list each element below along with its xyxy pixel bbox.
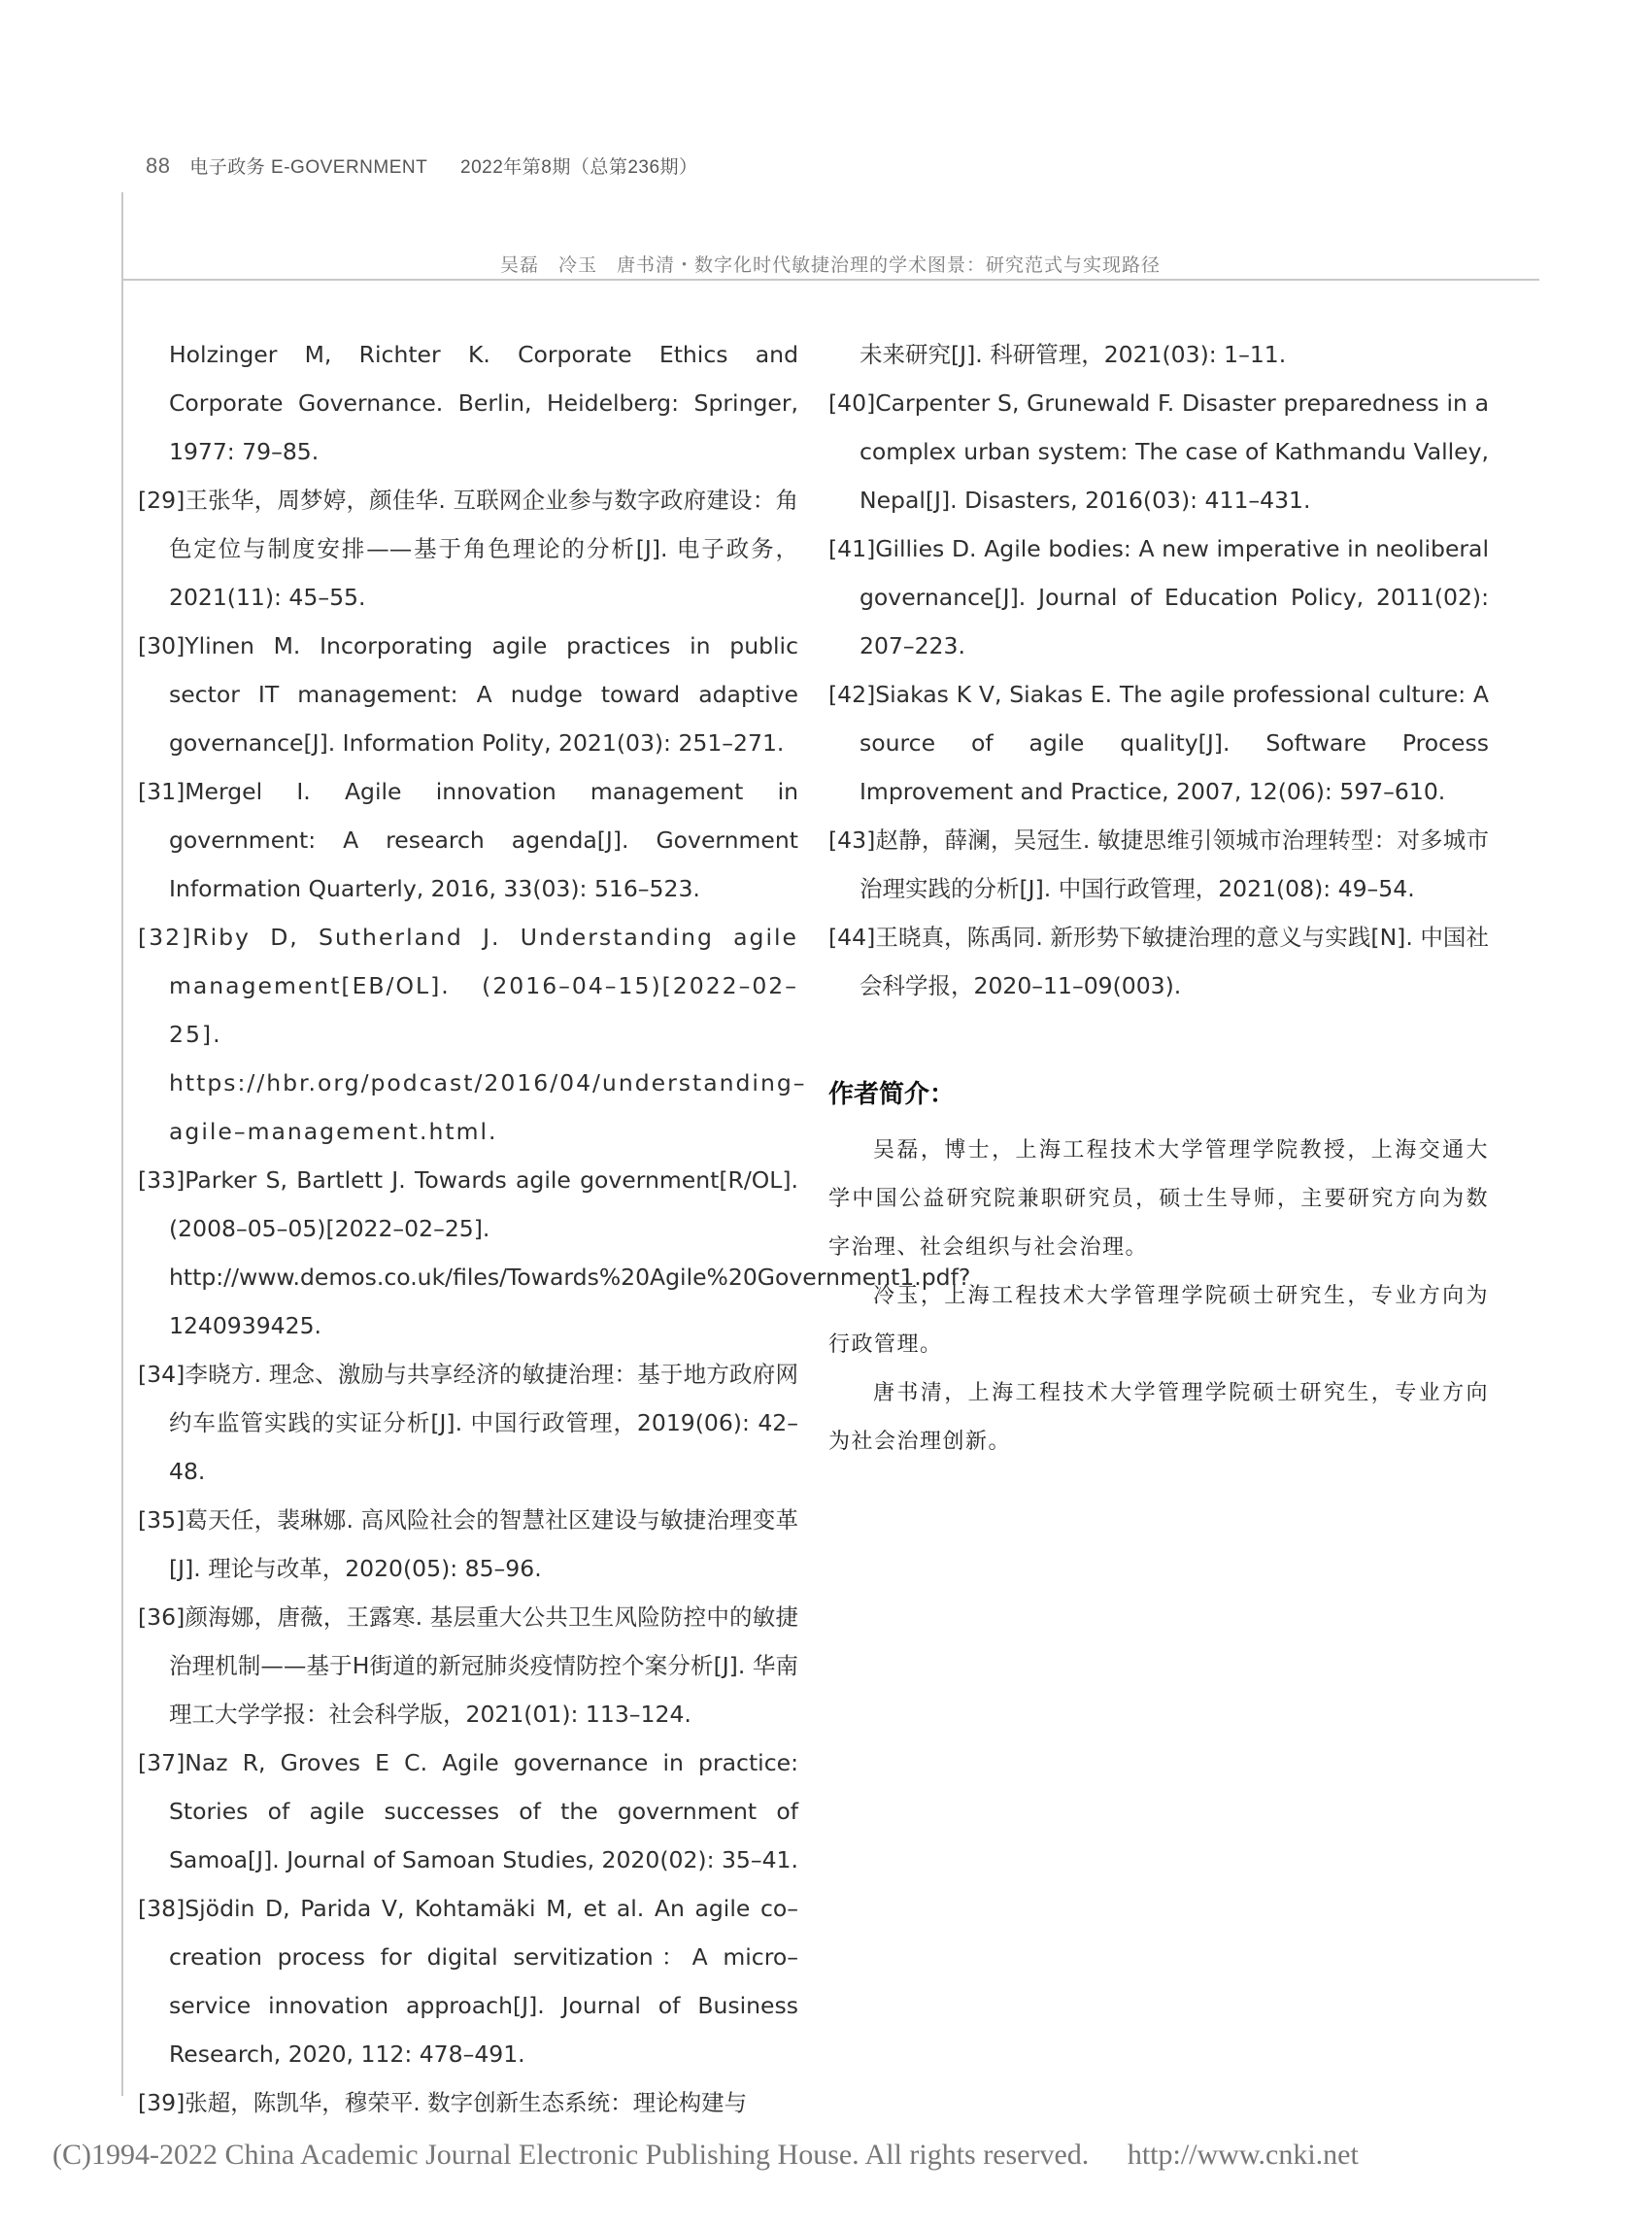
reference-item: [39]张超，陈凯华，穆荣平. 数字创新生态系统：理论构建与 xyxy=(138,2089,748,2116)
page-header xyxy=(146,152,698,179)
reference-item: [34]李晓方. 理念、激励与共享经济的敏捷治理：基于地方政府网约车监管实践的实证分析[J]. 中国行政管理，2019(06): 42–48. xyxy=(138,1361,798,1485)
author-bio: 吴磊，博士，上海工程技术大学管理学院教授，上海交通大学中国公益研究院兼职研究员，硕士生导师，主要研究方向为数字治理、社会组织与社会治理。 xyxy=(828,1138,1489,1260)
author-bio: 唐书清，上海工程技术大学管理学院硕士研究生，专业方向为社会治理创新。 xyxy=(828,1381,1489,1454)
reference-continuation: 未来研究[J]. 科研管理，2021(03): 1–11. xyxy=(860,341,1287,368)
reference-item: [40]Carpenter S, Grunewald F. Disaster preparedness in a complex urban system: The case of Kathmandu Valley, Nepal[J]. Disasters, 2016(03): 411–431. xyxy=(828,389,1489,514)
copyright-footer xyxy=(52,2139,1359,2172)
header-rule xyxy=(121,279,1539,281)
reference-item: [44]王晓真，陈禹同. 新形势下敏捷治理的意义与实践[N]. 中国社会科学报，2020–11–09(003). xyxy=(828,924,1489,999)
reference-item: [36]颜海娜，唐薇，王露寒. 基层重大公共卫生风险防控中的敏捷治理机制——基于H街道的新冠肺炎疫情防控个案分析[J]. 华南理工大学学报：社会科学版，2021(01): 113–124. xyxy=(138,1603,798,1728)
authors-heading: 作者简介： xyxy=(828,1080,956,1109)
page-number: 88 xyxy=(146,153,171,178)
vertical-rule xyxy=(121,192,123,2096)
right-column xyxy=(828,330,1489,1467)
reference-item: [31]Mergel I. Agile innovation management in government: A research agenda[J]. Government Information Quarterly, 2016, 33(03): 516–523. xyxy=(138,778,798,902)
reference-item: [37]Naz R, Groves E C. Agile governance in practice: Stories of agile successes of the government of Samoa[J]. Journal of Samoan Studies, 2020(02): 35–41. xyxy=(138,1749,798,1873)
reference-item: [30]Ylinen M. Incorporating agile practices in public sector IT management: A nudge toward adaptive governance[J]. Information Polity, 2021(03): 251–271. xyxy=(138,632,798,757)
cnki-url: http://www.cnki.net xyxy=(1127,2139,1359,2171)
copyright-text: (C)1994-2022 China Academic Journal Electronic Publishing House. All rights reserved. xyxy=(52,2139,1090,2171)
journal-name: 电子政务 E-GOVERNMENT xyxy=(189,157,428,178)
author-bio: 冷玉，上海工程技术大学管理学院硕士研究生，专业方向为行政管理。 xyxy=(828,1284,1489,1357)
reference-item: [29]王张华，周梦婷，颜佳华. 互联网企业参与数字政府建设：角色定位与制度安排——基于角色理论的分析[J]. 电子政务，2021(11): 45–55. xyxy=(138,487,798,611)
reference-item: [38]Sjödin D, Parida V, Kohtamäki M, et al. An agile co–creation process for digital servitization：A micro–service innovation approach[J]. Journal of Business Research, 2020, 112: 478–491. xyxy=(138,1895,798,2068)
reference-item: [33]Parker S, Bartlett J. Towards agile government[R/OL]. (2008–05–05)[2022–02–25]. http://www.demos.co.uk/files/Towards%20Agile%20Government1.pdf?1240939425. xyxy=(138,1166,971,1339)
reference-item: [43]赵静，薛澜，吴冠生. 敏捷思维引领城市治理转型：对多城市治理实践的分析[J]. 中国行政管理，2021(08): 49–54. xyxy=(828,826,1489,902)
reference-item: [42]Siakas K V, Siakas E. The agile professional culture: A source of agile quality[J]. Software Process Improvement and Practice, 2007, 12(06): 597–610. xyxy=(828,681,1489,805)
reference-item: [41]Gillies D. Agile bodies: A new imperative in neoliberal governance[J]. Journal of Education Policy, 2011(02): 207–223. xyxy=(828,535,1489,659)
running-title: 吴磊 冷玉 唐书清・数字化时代敏捷治理的学术图景：研究范式与实现路径 xyxy=(499,254,1161,276)
reference-continuation: Holzinger M, Richter K. Corporate Ethics and Corporate Governance. Berlin, Heidelberg: Springer, 1977: 79–85. xyxy=(169,341,798,465)
reference-item: [35]葛天任，裴琳娜. 高风险社会的智慧社区建设与敏捷治理变革[J]. 理论与改革，2020(05): 85–96. xyxy=(138,1506,798,1582)
reference-item: [32]Riby D, Sutherland J. Understanding agile management[EB/OL]. (2016–04–15)[2022–02–25]. https://hbr.org/podcast/2016/04/understanding–agile–management.html. xyxy=(138,924,807,1145)
issue-info: 2022年第8期（总第236期） xyxy=(460,157,698,178)
